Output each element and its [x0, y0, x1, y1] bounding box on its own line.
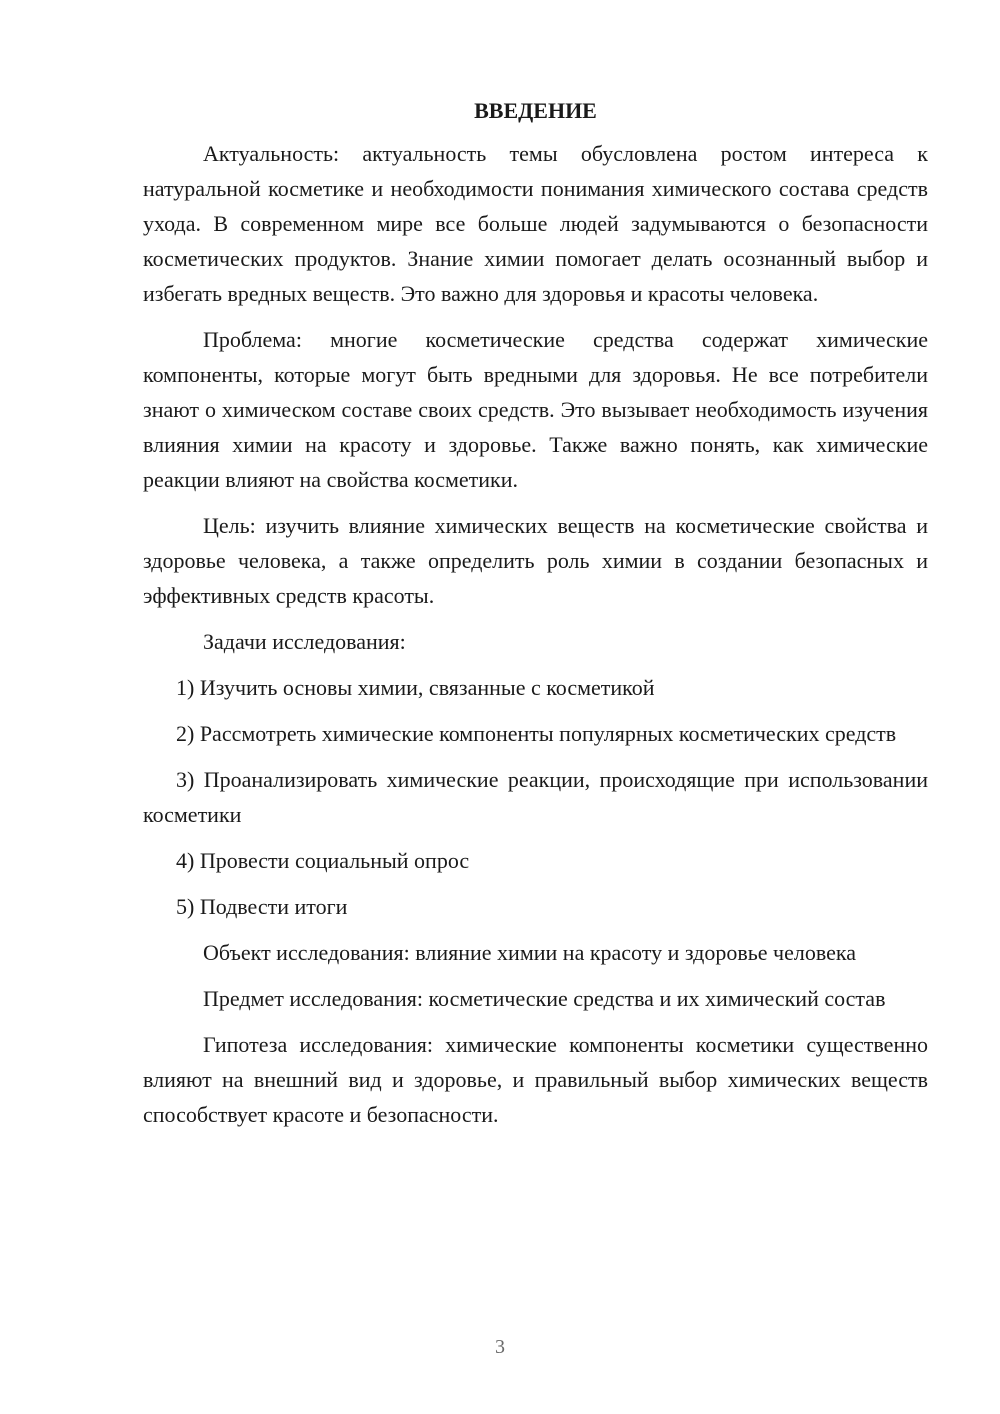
- paragraph-goal: Цель: изучить влияние химических веществ на косметические свойства и здоровье человека, а также определить роль химии в создании безопасных и эффективных средств красоты.: [143, 513, 928, 608]
- paragraph-hypothesis: Гипотеза исследования: химические компоненты косметики существенно влияют на внешний вид и здоровье, и правильный выбор химических веществ способствует красоте и безопасности.: [143, 1032, 928, 1127]
- task-item-4: 4) Провести социальный опрос: [176, 848, 470, 873]
- tasks-heading: Задачи исследования:: [203, 629, 406, 654]
- task-item-3: 3) Проанализировать химические реакции, происходящие при использовании косметики: [143, 767, 928, 827]
- tasks-list: [143, 670, 928, 924]
- document-page: [143, 96, 928, 1143]
- paragraph-object: Объект исследования: влияние химии на красоту и здоровье человека: [203, 940, 856, 965]
- section-title: ВВЕДЕНИЕ: [474, 98, 597, 123]
- page-number: 3: [495, 1336, 505, 1358]
- task-item-1: 1) Изучить основы химии, связанные с косметикой: [176, 675, 655, 700]
- paragraph-subject: Предмет исследования: косметические средства и их химический состав: [203, 986, 886, 1011]
- task-item-2: 2) Рассмотреть химические компоненты популярных косметических средств: [176, 721, 897, 746]
- paragraph-relevance: Актуальность: актуальность темы обусловлена ростом интереса к натуральной косметике и необходимости понимания химического состава средств ухода. В современном мире все больше людей задумываются о безопасности косметических продуктов. Знание химии помогает делать осознанный выбор и избегать вредных веществ. Это важно для здоровья и красоты человека.: [143, 141, 928, 306]
- paragraph-problem: Проблема: многие косметические средства содержат химические компоненты, которые могут быть вредными для здоровья. Не все потребители знают о химическом составе своих средств. Это вызывает необходимость изучения влияния химии на красоту и здоровье. Также важно понять, как химические реакции влияют на свойства косметики.: [143, 327, 928, 492]
- task-item-5: 5) Подвести итоги: [176, 894, 348, 919]
